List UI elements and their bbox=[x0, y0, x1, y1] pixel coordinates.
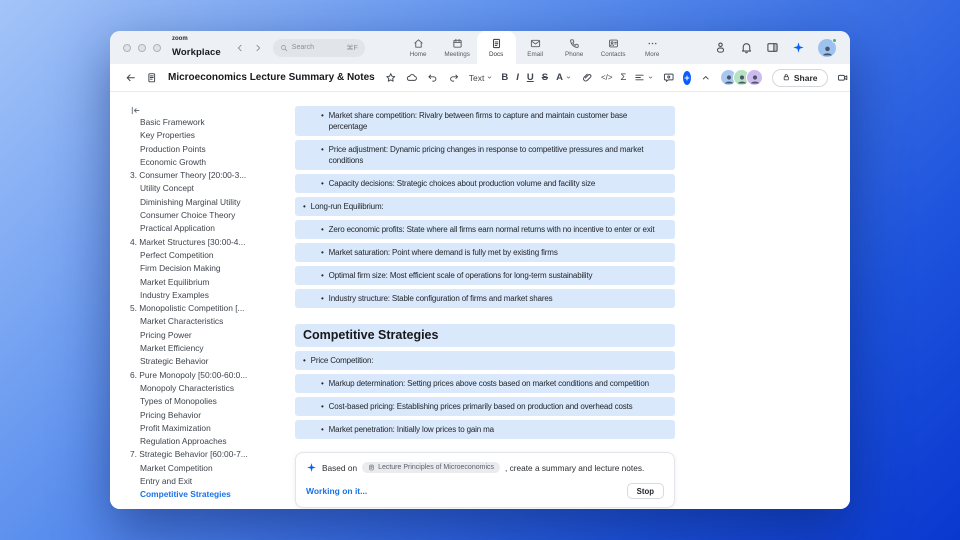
toolbar-right bbox=[720, 69, 850, 87]
tab-label: Home bbox=[409, 50, 427, 58]
tab-icon bbox=[452, 38, 463, 49]
tab-label: Meetings bbox=[444, 50, 470, 58]
sidebar-item[interactable]: Market Competition bbox=[140, 462, 213, 473]
ai-prompt-row bbox=[306, 462, 664, 473]
tab-label: Docs bbox=[488, 50, 504, 58]
align-icon bbox=[634, 72, 645, 83]
title-bar bbox=[110, 31, 850, 64]
doc-block[interactable] bbox=[295, 289, 675, 308]
tab-icon bbox=[647, 38, 658, 49]
sidebar-item[interactable]: 5. Monopolistic Competition [... bbox=[130, 303, 245, 314]
share-button[interactable]: Share bbox=[772, 69, 827, 87]
sidebar-item[interactable]: Consumer Choice Theory bbox=[140, 210, 236, 221]
sidebar-item[interactable]: Production Points bbox=[140, 143, 206, 154]
sidebar-item[interactable]: Market Efficiency bbox=[140, 343, 204, 354]
window-minimize-button[interactable] bbox=[138, 44, 146, 52]
sidebar-item[interactable]: Practical Application bbox=[140, 223, 215, 234]
collaborator-avatar[interactable] bbox=[746, 69, 763, 86]
formula-button[interactable]: Σ bbox=[620, 71, 627, 83]
zoom-workplace-logo: zoom Workplace bbox=[172, 36, 221, 58]
block-text: • Long-run Equilibrium: bbox=[310, 202, 384, 211]
window-zoom-button[interactable] bbox=[153, 44, 161, 52]
doc-block[interactable] bbox=[295, 266, 675, 285]
search-placeholder: Search bbox=[291, 44, 314, 51]
doc-block[interactable] bbox=[295, 140, 675, 170]
sidebar-item[interactable]: Utility Concept bbox=[140, 183, 194, 194]
star-button[interactable] bbox=[385, 71, 398, 84]
link-button[interactable] bbox=[580, 71, 593, 84]
chevron-down-icon bbox=[647, 74, 654, 81]
back-button[interactable] bbox=[124, 71, 137, 84]
document-canvas[interactable] bbox=[287, 92, 850, 509]
window-close-button[interactable] bbox=[123, 44, 131, 52]
nav-forward-button[interactable] bbox=[251, 41, 265, 55]
collapse-toolbar-button[interactable] bbox=[699, 71, 712, 84]
nav-back-button[interactable] bbox=[233, 41, 247, 55]
sidebar-item[interactable]: Competitive Strategies bbox=[140, 489, 231, 500]
sidebar-item[interactable]: Perfect Competition bbox=[140, 249, 214, 260]
chevron-down-icon bbox=[565, 74, 572, 81]
document-content bbox=[295, 106, 675, 439]
app-tab[interactable] bbox=[477, 31, 516, 64]
search-icon bbox=[280, 44, 288, 52]
app-window bbox=[110, 31, 850, 509]
plus-icon bbox=[683, 74, 691, 82]
sidebar-item[interactable]: Firm Decision Making bbox=[140, 263, 221, 274]
sidebar-item[interactable]: Economic Growth bbox=[140, 156, 207, 167]
align-dropdown[interactable] bbox=[634, 72, 654, 83]
code-button[interactable]: </> bbox=[600, 72, 613, 82]
text-color-dropdown[interactable]: A bbox=[556, 73, 572, 83]
assistant-icon[interactable] bbox=[714, 41, 727, 54]
app-tab[interactable] bbox=[516, 31, 555, 64]
block-text: • Optimal firm size: Most efficient scale of operations for long-term sustainability bbox=[328, 271, 593, 280]
strikethrough-button[interactable]: S bbox=[541, 71, 549, 83]
doc-block[interactable] bbox=[295, 397, 675, 416]
ai-prompt-prefix: Based on bbox=[322, 462, 358, 473]
insert-button[interactable] bbox=[683, 71, 691, 85]
block-text: • Market saturation: Point where demand is fully met by existing firms bbox=[328, 248, 558, 257]
chevron-down-icon bbox=[486, 74, 493, 81]
ai-companion-panel bbox=[295, 452, 675, 508]
block-text: • Markup determination: Setting prices above costs based on market conditions and competition bbox=[328, 379, 649, 388]
source-document-chip[interactable]: Lecture Principles of Microeconomics bbox=[362, 462, 500, 473]
titlebar-left bbox=[110, 31, 365, 64]
tab-icon bbox=[413, 38, 424, 49]
block-text: • Market penetration: Initially low prices to gain ma bbox=[328, 425, 494, 434]
block-text: Competitive Strategies bbox=[303, 328, 439, 342]
block-text: • Market share competition: Rivalry between firms to capture and maintain customer base percentage bbox=[328, 111, 628, 131]
presence-dot bbox=[832, 38, 838, 44]
ai-prompt-suffix: , create a summary and lecture notes. bbox=[505, 462, 645, 473]
sidebar-item[interactable]: Profit Maximization bbox=[140, 422, 211, 433]
tab-icon bbox=[530, 38, 541, 49]
doc-block[interactable] bbox=[295, 420, 675, 439]
panel-toggle-icon[interactable] bbox=[766, 41, 779, 54]
redo-button[interactable] bbox=[448, 71, 461, 84]
sidebar-item[interactable]: 4. Market Structures [30:00-4... bbox=[130, 236, 246, 247]
tab-icon bbox=[608, 38, 619, 49]
editor-toolbar bbox=[110, 64, 850, 92]
app-tab[interactable] bbox=[438, 31, 477, 64]
block-text: • Price Competition: bbox=[310, 356, 374, 365]
page-icon bbox=[368, 464, 375, 471]
outline-sidebar bbox=[110, 92, 287, 509]
titlebar-right bbox=[714, 31, 850, 64]
tab-label: Phone bbox=[565, 50, 584, 58]
ai-status-row bbox=[306, 483, 664, 499]
block-text: • Industry structure: Stable configuration of firms and market shares bbox=[328, 294, 553, 303]
app-tab[interactable] bbox=[555, 31, 594, 64]
doc-block[interactable] bbox=[295, 351, 675, 370]
sidebar-item[interactable]: 6. Pure Monopoly [50:00-60:0... bbox=[130, 369, 248, 380]
window-body bbox=[110, 92, 850, 509]
doc-block[interactable] bbox=[295, 324, 675, 347]
text-style-dropdown[interactable]: Text bbox=[469, 73, 494, 83]
collaborator-avatars bbox=[720, 69, 763, 86]
bell-icon[interactable] bbox=[740, 41, 753, 54]
sidebar-item[interactable]: Entry and Exit bbox=[140, 476, 193, 487]
window-controls bbox=[123, 44, 161, 52]
bold-button[interactable]: B bbox=[501, 71, 509, 83]
doc-block[interactable] bbox=[295, 243, 675, 262]
sidebar-item[interactable]: Basic Framework bbox=[140, 117, 205, 127]
tab-label: More bbox=[644, 50, 660, 58]
tab-icon bbox=[569, 38, 580, 49]
doc-block[interactable] bbox=[295, 197, 675, 216]
italic-button[interactable]: I bbox=[516, 71, 519, 83]
sidebar-item[interactable]: Monopoly Characteristics bbox=[140, 382, 235, 393]
app-tab[interactable] bbox=[594, 31, 633, 64]
sidebar-item[interactable]: Market Equilibrium bbox=[140, 276, 210, 287]
ai-sparkle-icon bbox=[306, 462, 317, 473]
ai-status-text: Working on it... bbox=[306, 486, 368, 496]
undo-button[interactable] bbox=[427, 71, 440, 84]
tab-icon bbox=[491, 38, 502, 49]
block-text: • Zero economic profits: State where all firms earn normal returns with no incentive to enter or exit bbox=[328, 225, 655, 234]
document-title: Microeconomics Lecture Summary & Notes bbox=[168, 72, 375, 83]
sidebar-item[interactable]: Market Characteristics bbox=[140, 316, 224, 327]
global-search-input[interactable] bbox=[273, 39, 365, 57]
sidebar-item[interactable]: Types of Monopolies bbox=[140, 396, 217, 407]
search-shortcut: ⌘F bbox=[346, 44, 358, 52]
sidebar-item[interactable]: Regulation Approaches bbox=[140, 436, 227, 447]
video-button[interactable] bbox=[837, 71, 850, 84]
sidebar-item[interactable]: Pricing Power bbox=[140, 329, 192, 340]
sidebar-item[interactable]: Industry Examples bbox=[140, 289, 209, 300]
collapse-sidebar-button[interactable] bbox=[130, 105, 287, 116]
app-tab[interactable] bbox=[399, 31, 438, 64]
doc-block[interactable] bbox=[295, 374, 675, 393]
comment-button[interactable] bbox=[662, 71, 675, 84]
doc-block[interactable] bbox=[295, 220, 675, 239]
person-icon bbox=[749, 73, 761, 85]
block-text: • Price adjustment: Dynamic pricing changes in response to competitive pressures and market conditions bbox=[328, 145, 644, 165]
app-tab[interactable] bbox=[633, 31, 672, 64]
sidebar-item[interactable]: 3. Consumer Theory [20:00-3... bbox=[130, 170, 247, 181]
app-tabs bbox=[399, 31, 672, 64]
tab-label: Email bbox=[527, 50, 544, 58]
block-text: • Capacity decisions: Strategic choices about production volume and facility size bbox=[328, 179, 596, 188]
sidebar-item[interactable]: Diminishing Marginal Utility bbox=[140, 196, 241, 207]
ai-sparkle-icon[interactable] bbox=[792, 41, 805, 54]
sidebar-item[interactable]: 7. Strategic Behavior [60:00-7... bbox=[130, 449, 248, 460]
person-icon bbox=[821, 44, 834, 57]
doc-block[interactable] bbox=[295, 106, 675, 136]
sidebar-item[interactable]: Strategic Behavior bbox=[140, 356, 209, 367]
stop-button[interactable]: Stop bbox=[627, 483, 664, 499]
user-avatar[interactable] bbox=[818, 39, 836, 57]
cloud-save-icon[interactable] bbox=[406, 71, 419, 84]
document-icon bbox=[145, 71, 158, 84]
sidebar-item[interactable]: Pricing Behavior bbox=[140, 409, 201, 420]
sidebar-item[interactable]: Key Properties bbox=[140, 130, 195, 141]
doc-block[interactable] bbox=[295, 174, 675, 193]
lock-icon bbox=[782, 73, 791, 82]
underline-button[interactable]: U bbox=[526, 71, 534, 83]
tab-label: Contacts bbox=[600, 50, 626, 58]
block-text: • Cost-based pricing: Establishing prices primarily based on production and overhead costs bbox=[328, 402, 633, 411]
